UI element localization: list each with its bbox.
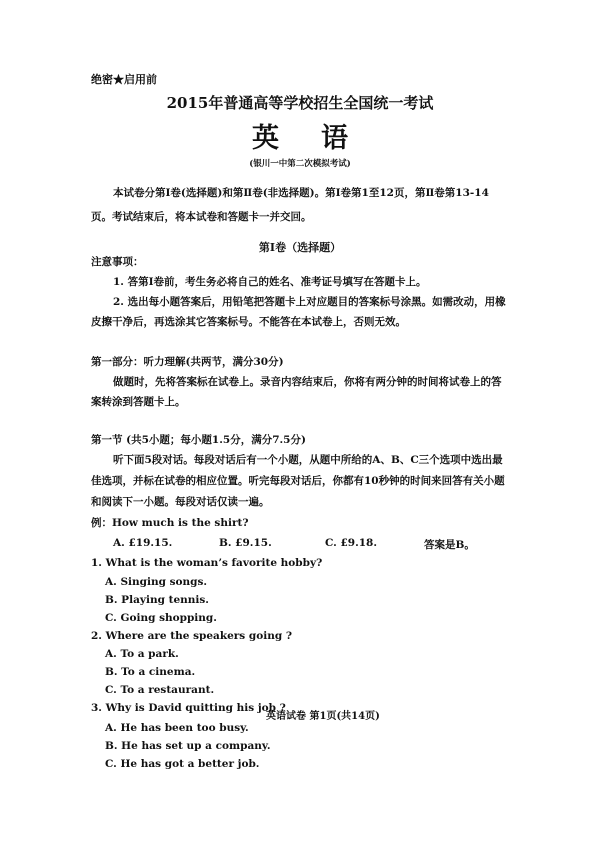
question-3-option-b: B. He has set up a company. [105, 740, 271, 752]
notes-item-1: 1. 答第Ⅰ卷前，考生务必将自己的姓名、准考证号填写在答题卡上。 [113, 276, 427, 288]
subject-title: 英语 [252, 123, 390, 154]
example-option-b: B. £9.15. [219, 537, 272, 549]
section1-line-1: 听下面5段对话。每段对话后有一个小题，从题中所给的A、B、C三个选项中选出最 [113, 454, 503, 466]
question-3-option-c: C. He has got a better job. [105, 758, 260, 770]
question-1-option-b: B. Playing tennis. [105, 594, 209, 606]
question-2: 2. Where are the speakers going ? [91, 630, 292, 642]
example-answer: 答案是B。 [424, 539, 475, 551]
listening-line-2: 案转涂到答题卡上。 [91, 396, 186, 408]
exam-title: 2015年普通高等学校招生全国统一考试 [166, 94, 434, 112]
exam-subtitle: (银川一中第二次模拟考试) [249, 159, 351, 169]
listening-heading: 第一部分：听力理解(共两节，满分30分) [91, 356, 284, 368]
section1-line-3: 和阅读下一小题。每段对话仅读一遍。 [91, 496, 270, 508]
notes-item-2-line-1: 2. 选出每小题答案后，用铅笔把答题卡上对应题目的答案标号涂黑。如需改动，用橡 [113, 296, 506, 308]
part1-title: 第Ⅰ卷（选择题） [258, 241, 342, 254]
question-1-option-a: A. Singing songs. [105, 576, 208, 588]
listening-line-1: 做题时，先将答案标在试卷上。录音内容结束后，你将有两分钟的时间将试卷上的答 [113, 376, 502, 388]
question-2-option-a: A. To a park. [105, 648, 179, 660]
question-3-option-a: A. He has been too busy. [105, 722, 249, 734]
intro-line-2: 页。考试结束后，将本试卷和答题卡一并交回。 [91, 211, 312, 223]
notes-heading: 注意事项： [91, 256, 144, 268]
question-3: 3. Why is David quitting his job ? [91, 702, 286, 714]
section1-heading: 第一节 (共5小题；每小题1.5分，满分7.5分) [91, 434, 306, 446]
confidential-label: 绝密★启用前 [91, 73, 157, 86]
question-1: 1. What is the woman’s favorite hobby? [91, 557, 323, 569]
intro-line-1: 本试卷分第Ⅰ卷(选择题)和第Ⅱ卷(非选择题)。第Ⅰ卷第1至12页，第Ⅱ卷第13-14 [113, 187, 489, 199]
question-2-option-c: C. To a restaurant. [105, 684, 215, 696]
example-option-c: C. £9.18. [325, 537, 378, 549]
notes-item-2-line-2: 皮擦干净后，再选涂其它答案标号。不能答在本试卷上，否则无效。 [91, 316, 406, 328]
example-option-a: A. £19.15. [113, 537, 173, 549]
section1-line-2: 佳选项，并标在试卷的相应位置。听完每段对话后，你都有10秒钟的时间来回答有关小题 [91, 475, 505, 487]
question-2-option-b: B. To a cinema. [105, 666, 196, 678]
example-question: 例：How much is the shirt? [91, 517, 249, 529]
page-footer: 英语试卷 第1页(共14页) [266, 711, 380, 722]
question-1-option-c: C. Going shopping. [105, 612, 217, 624]
